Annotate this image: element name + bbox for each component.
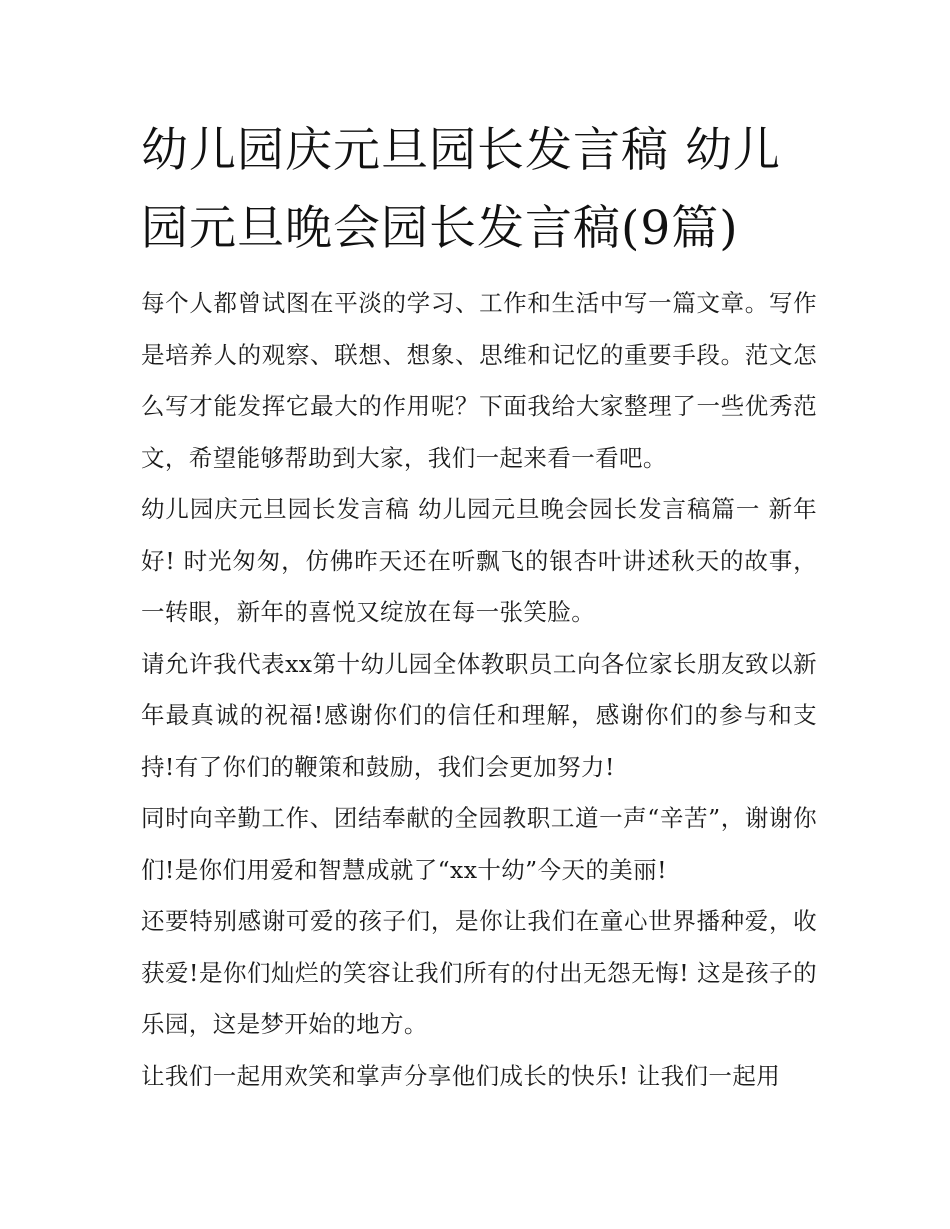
paragraph-thanks-staff: 同时向辛勤工作、团结奉献的全园教职工道一声“辛苦”，谢谢你们!是你们用爱和智慧成就了“xx十幼”今天的美丽! (141, 804, 817, 884)
paragraph-greeting: 幼儿园庆元旦园长发言稿 幼儿园元旦晚会园长发言稿篇一 新年好! 时光匆匆，仿佛昨天还在听飘飞的银杏叶讲述秋天的故事，一转眼，新年的喜悦又绽放在每一张笑脸。 (141, 495, 817, 626)
document-body (141, 278, 817, 1102)
paragraph-intro: 每个人都曾试图在平淡的学习、工作和生活中写一篇文章。写作是培养人的观察、联想、想象、思维和记忆的重要手段。范文怎么写才能发挥它最大的作用呢？下面我给大家整理了一些优秀范文，希望能够帮助到大家，我们一起来看一看吧。 (141, 289, 817, 472)
document-title: 幼儿园庆元旦园长发言稿 幼儿园元旦晚会园长发言稿(9篇) (141, 123, 781, 256)
paragraph-thanks-children: 还要特别感谢可爱的孩子们，是你让我们在童心世界播种爱，收获爱!是你们灿烂的笑容让我们所有的付出无怨无悔! 这是孩子的乐园，这是梦开始的地方。 (141, 907, 817, 1038)
paragraph-thanks-parents: 请允许我代表xx第十幼儿园全体教职员工向各位家长朋友致以新年最真诚的祝福!感谢你们的信任和理解，感谢你们的参与和支持!有了你们的鞭策和鼓励，我们会更加努力! (141, 649, 817, 781)
paragraph-closing: 让我们一起用欢笑和掌声分享他们成长的快乐! 让我们一起用 (141, 1061, 781, 1090)
